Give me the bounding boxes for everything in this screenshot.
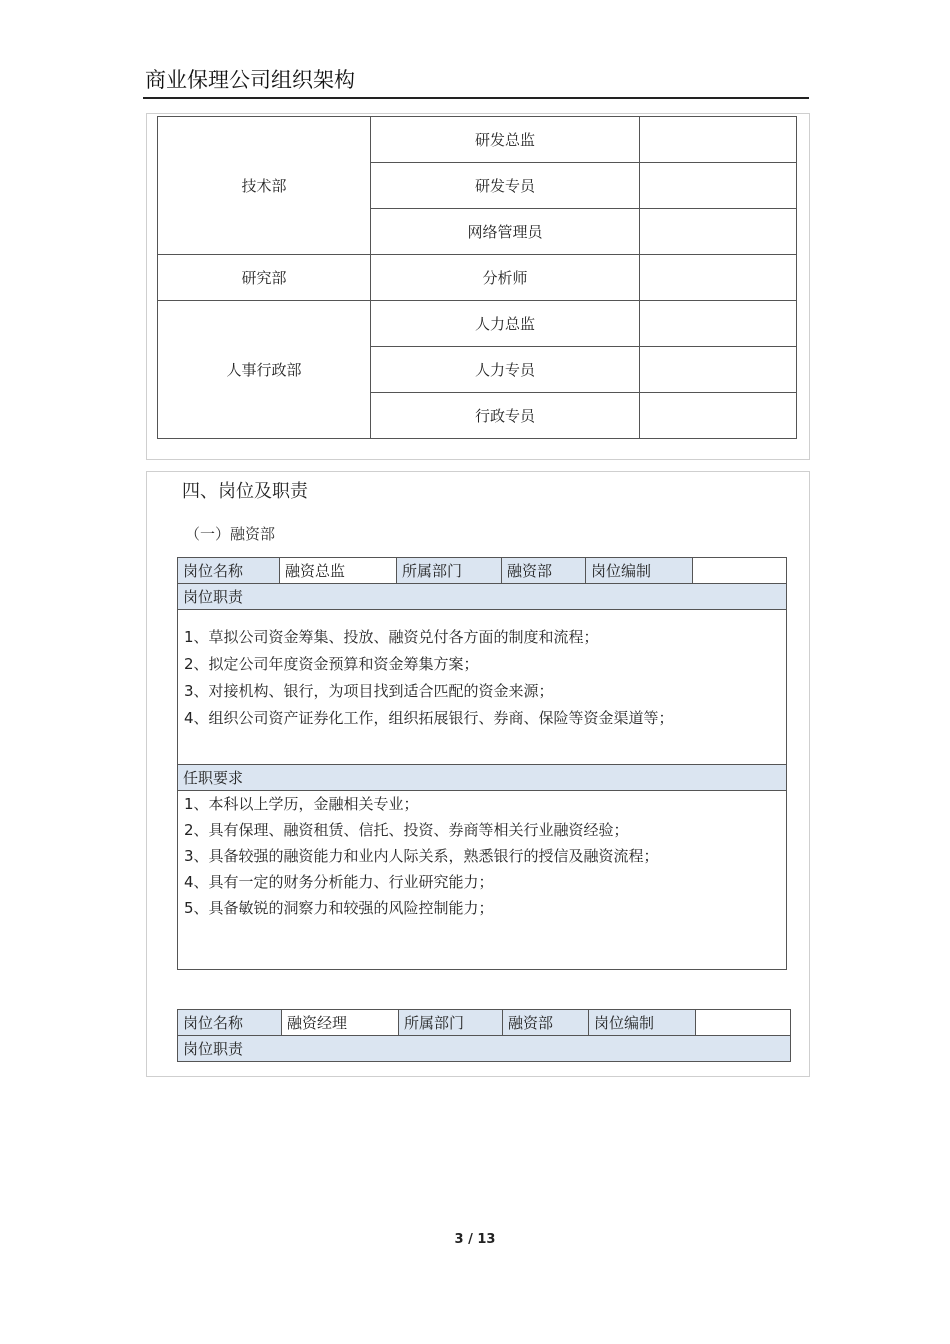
- position-cell: 人力专员: [371, 347, 640, 393]
- requirements-label: 任职要求: [178, 765, 787, 791]
- table-row: [178, 791, 787, 970]
- headcount-value: [693, 558, 787, 584]
- duty-item: 1、草拟公司资金筹集、投放、融资兑付各方面的制度和流程；: [184, 628, 599, 646]
- duties-label: 岗位职责: [178, 1036, 791, 1062]
- requirement-item: 5、具备敏锐的洞察力和较强的风险控制能力；: [184, 899, 494, 917]
- dept-cell: 技术部: [158, 117, 371, 255]
- empty-cell: [640, 209, 797, 255]
- position-cell: 研发总监: [371, 117, 640, 163]
- headcount-label: 岗位编制: [586, 558, 693, 584]
- position-name-value: 融资总监: [280, 558, 397, 584]
- headcount-label: 岗位编制: [589, 1010, 696, 1036]
- position-name-label: 岗位名称: [178, 1010, 282, 1036]
- empty-cell: [640, 117, 797, 163]
- dept-cell: 人事行政部: [158, 301, 371, 439]
- dept-cell: 研究部: [158, 255, 371, 301]
- table-row: [158, 301, 797, 347]
- org-structure-table: [157, 116, 797, 439]
- empty-cell: [640, 163, 797, 209]
- table-row: [158, 255, 797, 301]
- department-value: 融资部: [503, 1010, 589, 1036]
- requirements-content: [178, 791, 787, 970]
- requirement-item: 3、具备较强的融资能力和业内人际关系，熟悉银行的授信及融资流程；: [184, 847, 659, 865]
- empty-cell: [640, 393, 797, 439]
- duty-item: 2、拟定公司年度资金预算和资金筹集方案；: [184, 655, 479, 673]
- empty-cell: [640, 255, 797, 301]
- table-row: [178, 584, 787, 610]
- duty-item: 3、对接机构、银行，为项目找到适合匹配的资金来源；: [184, 682, 554, 700]
- headcount-value: [696, 1010, 791, 1036]
- position-name-value: 融资经理: [282, 1010, 399, 1036]
- requirement-item: 1、本科以上学历，金融相关专业；: [184, 795, 419, 813]
- table-row: [178, 1036, 791, 1062]
- position-cell: 人力总监: [371, 301, 640, 347]
- page-number: 3 / 13: [454, 1232, 496, 1247]
- department-label: 所属部门: [399, 1010, 503, 1036]
- subsection-title: （一）融资部: [185, 525, 276, 543]
- position-cell: 分析师: [371, 255, 640, 301]
- empty-cell: [640, 301, 797, 347]
- duties-content: [178, 610, 787, 765]
- position-cell: 行政专员: [371, 393, 640, 439]
- position-cell: 研发专员: [371, 163, 640, 209]
- page-header-title: 商业保理公司组织架构: [145, 68, 355, 92]
- department-label: 所属部门: [397, 558, 502, 584]
- table-row: [178, 610, 787, 765]
- duties-label: 岗位职责: [178, 584, 787, 610]
- duty-item: 4、组织公司资产证券化工作，组织拓展银行、券商、保险等资金渠道等；: [184, 709, 674, 727]
- empty-cell: [640, 347, 797, 393]
- table-row: [178, 765, 787, 791]
- position-cell: 网络管理员: [371, 209, 640, 255]
- table-row: [178, 558, 787, 584]
- position-name-label: 岗位名称: [178, 558, 280, 584]
- header-divider: [143, 97, 809, 99]
- table-row: [178, 1010, 791, 1036]
- requirement-item: 4、具有一定的财务分析能力、行业研究能力；: [184, 873, 494, 891]
- job-description-table: [177, 1009, 791, 1062]
- department-value: 融资部: [502, 558, 586, 584]
- job-description-table: [177, 557, 787, 970]
- section-title: 四、岗位及职责: [182, 481, 308, 502]
- requirement-item: 2、具有保理、融资租赁、信托、投资、券商等相关行业融资经验；: [184, 821, 629, 839]
- table-row: [158, 117, 797, 163]
